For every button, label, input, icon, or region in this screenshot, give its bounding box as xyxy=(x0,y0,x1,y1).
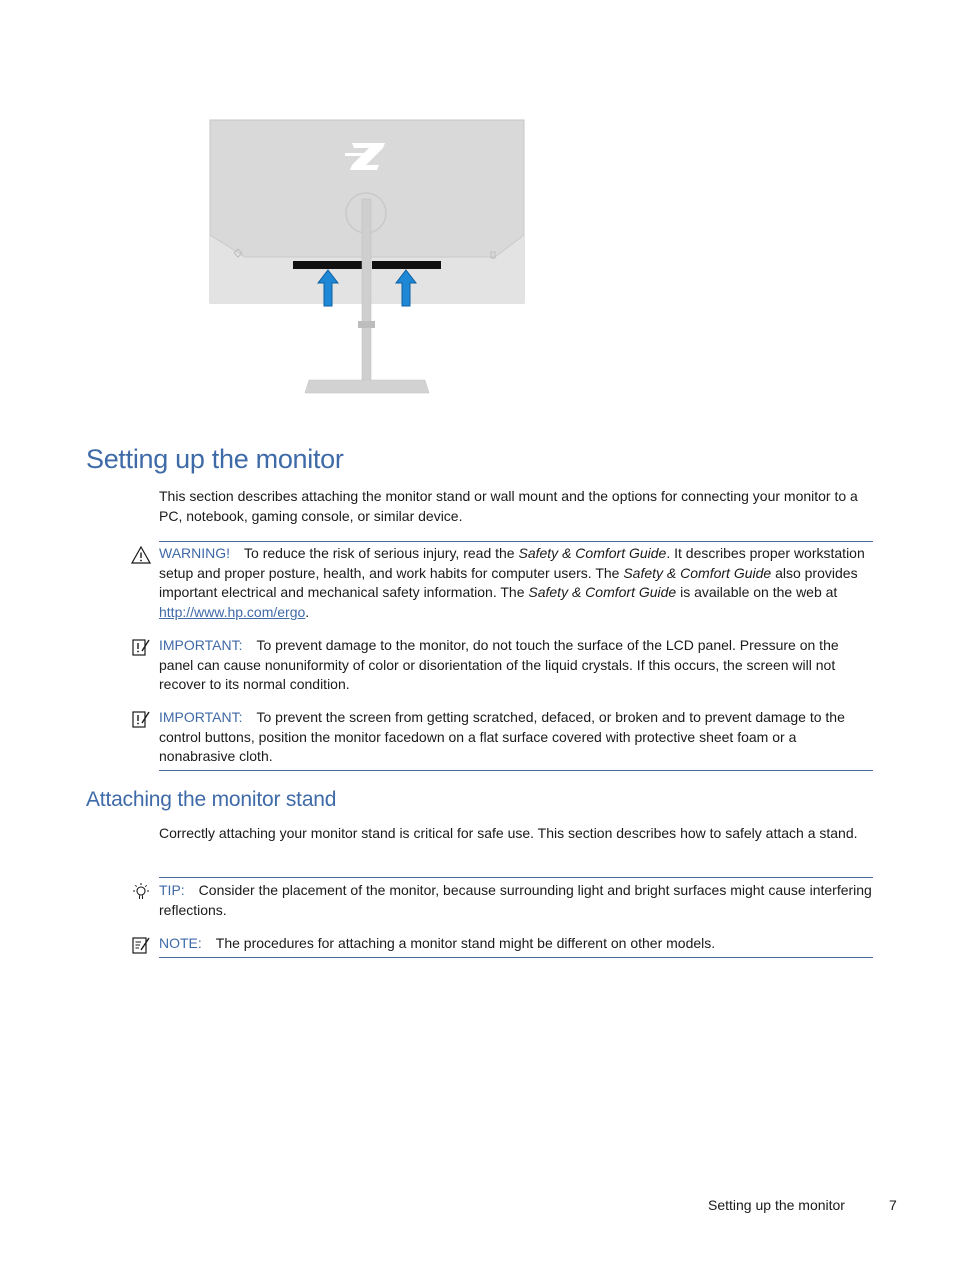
hinge-slot-right xyxy=(372,261,441,269)
stand-clip xyxy=(358,321,375,328)
stand-neck xyxy=(362,199,371,389)
important-icon xyxy=(131,709,151,729)
lightbulb-icon xyxy=(131,882,151,902)
warning-notice xyxy=(159,544,873,622)
stand-base xyxy=(305,380,429,393)
important-notice-1 xyxy=(159,636,873,695)
warning-icon xyxy=(131,545,151,565)
guide-title: Safety & Comfort Guide xyxy=(623,564,772,581)
page-number: 7 xyxy=(889,1197,897,1213)
warning-text-part: also provides important electrical and mechanical safety information. The xyxy=(159,564,858,601)
important-text: To prevent the screen from getting scratched, defaced, or broken and to prevent damage to the control buttons, position the monitor facedown on a flat surface covered with protective sheet foam or a nonabrasive cloth. xyxy=(159,709,845,765)
tip-text: Consider the placement of the monitor, because surrounding light and bright surfaces might cause interfering reflections. xyxy=(159,882,872,918)
tip-label: TIP: xyxy=(159,882,185,898)
notice-top-rule xyxy=(159,541,873,542)
subsection-title: Attaching the monitor stand xyxy=(86,788,337,811)
notice-bottom-rule xyxy=(159,770,873,771)
important-label: IMPORTANT: xyxy=(159,637,243,653)
warning-text-part: . xyxy=(305,603,310,620)
note-notice xyxy=(159,934,873,954)
note-text: The procedures for attaching a monitor stand might be different on other models. xyxy=(215,935,716,951)
note-bottom-rule xyxy=(159,957,873,958)
page-title: Setting up the monitor xyxy=(86,444,344,474)
hinge-slot-left xyxy=(293,261,363,269)
note-icon xyxy=(131,935,151,955)
warning-text-part: To reduce the risk of serious injury, read the xyxy=(244,545,519,561)
ergo-link[interactable]: http://www.hp.com/ergo xyxy=(159,603,306,620)
monitor-rear-svg xyxy=(205,115,530,400)
tip-notice xyxy=(159,881,873,920)
note-label: NOTE: xyxy=(159,935,202,951)
guide-title: Safety & Comfort Guide xyxy=(518,545,667,561)
important-icon xyxy=(131,637,151,657)
section-intro: This section describes attaching the monitor stand or wall mount and the options for connecting your monitor to a PC, notebook, gaming console, or similar device. xyxy=(159,488,858,524)
important-notice-2 xyxy=(159,708,873,767)
footer-section-name: Setting up the monitor xyxy=(708,1197,845,1213)
warning-text-part: is available on the web at xyxy=(676,584,838,601)
important-text: To prevent damage to the monitor, do not touch the surface of the LCD panel. Pressure on the panel can cause nonuniformity of color or disorientation of the liquid crystals. If this occurs, the screen will not recover to its normal condition. xyxy=(159,637,839,693)
warning-text-part: . It describes proper workstation setup and proper posture, health, and work habits for computer users. The xyxy=(159,545,865,581)
guide-title: Safety & Comfort Guide xyxy=(528,584,677,601)
tip-top-rule xyxy=(159,877,873,878)
important-label: IMPORTANT: xyxy=(159,709,243,725)
subsection-intro: Correctly attaching your monitor stand is critical for safe use. This section describes how to safely attach a stand. xyxy=(159,825,858,841)
monitor-rear-illustration xyxy=(205,115,530,400)
warning-label: WARNING! xyxy=(159,545,231,561)
